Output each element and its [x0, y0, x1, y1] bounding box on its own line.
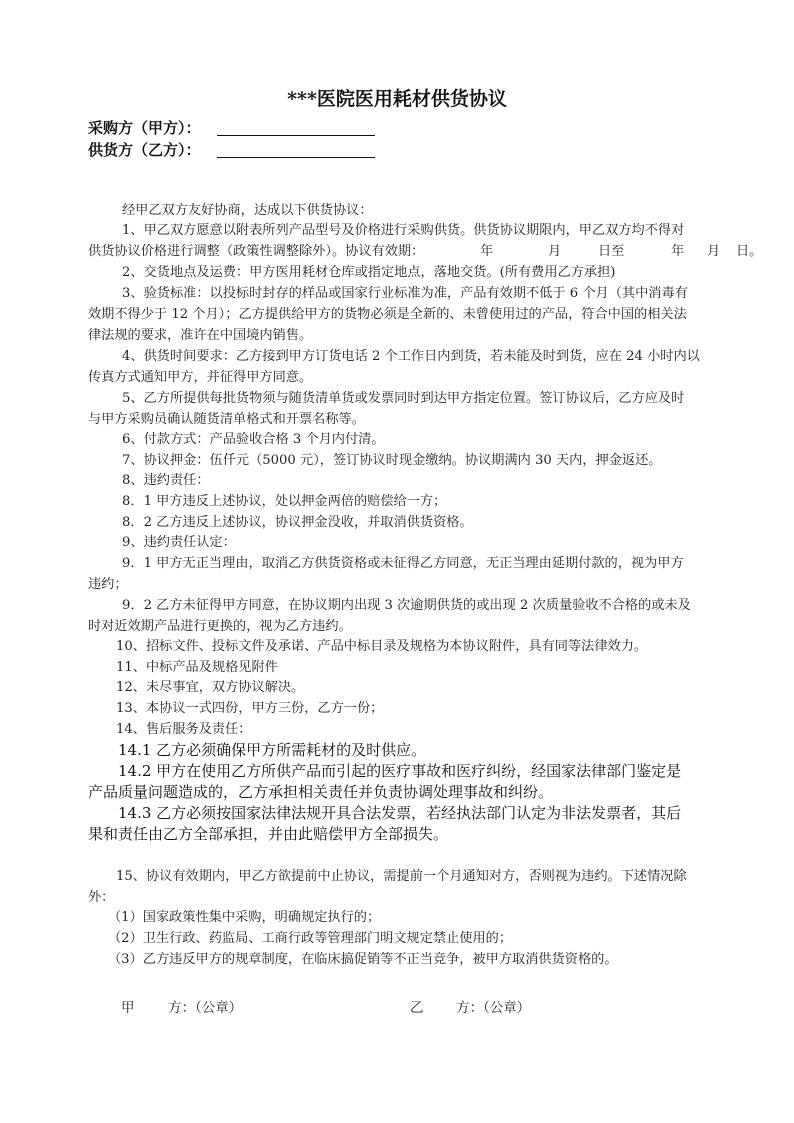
clause-3-line-1: 3、验货标准：以投标时封存的样品或国家行业标准为准，产品有效期不低于 6 个月（其中消毒有: [122, 286, 688, 301]
clause-12: 12、未尽事宜，双方协议解决。: [116, 680, 305, 695]
clause-14-2-line-1: 14.2 甲方在使用乙方所供产品而引起的医疗事故和医疗纠纷，经国家法律部门鉴定是: [118, 762, 682, 780]
month-start: 月: [548, 244, 562, 259]
clause-13: 13、本协议一式四份，甲方三份，乙方一份；: [116, 701, 384, 716]
clause-14: 14、售后服务及责任：: [116, 722, 252, 737]
buyer-label: 采购方（甲方）：: [88, 119, 201, 137]
clause-9: 9、违约责任认定：: [122, 535, 236, 550]
clause-1-validity-text: 供货协议价格进行调整（政策性调整除外）。协议有效期：: [88, 244, 425, 259]
clause-9-1-line-2: 违约；: [88, 577, 128, 592]
clause-9-2-line-1: 9．2 乙方未征得甲方同意，在协议期内出现 3 次逾期供货的或出现 2 次质量验收不合格的或未及: [122, 598, 691, 613]
clause-1-line-2: [88, 244, 763, 260]
clause-8-2: 8．2 乙方违反上述协议，协议押金没收，并取消供货资格。: [122, 515, 473, 530]
clause-14-3-line-2: 果和责任由乙方全部承担，并由此赔偿甲方全部损失。: [88, 825, 449, 843]
clause-3-line-2: 效期不得少于 12 个月）；乙方提供给甲方的货物必须是全新的、未曾使用过的产品，符合中国的相关法: [88, 307, 687, 322]
day-start-to: 日至: [598, 244, 625, 259]
day-end: 日。: [736, 244, 763, 259]
year-start: 年: [480, 244, 494, 259]
month-end: 月: [707, 244, 721, 259]
party-a-signature-char: 甲: [121, 1000, 135, 1016]
clause-5-line-1: 5、乙方所提供每批货物须与随货清单货或发票同时到达甲方指定位置。签订协议后，乙方应及时: [122, 391, 685, 406]
intro-text: 经甲乙双方友好协商，达成以下供货协议：: [122, 203, 373, 218]
clause-15-item-1: （1）国家政策性集中采购，明确规定执行的；: [108, 910, 381, 925]
clause-15-item-2: （2）卫生行政、药监局、工商行政等管理部门明文规定禁止使用的；: [108, 931, 513, 946]
supplier-label: 供货方（乙方）：: [88, 141, 201, 159]
clause-8-1: 8．1 甲方违反上述协议，处以押金两倍的赔偿给一方；: [122, 494, 447, 509]
clause-6: 6、付款方式：产品验收合格 3 个月内付清。: [122, 432, 385, 447]
clause-9-2-line-2: 时对近效期产品进行更换的，视为乙方违约。: [88, 619, 352, 634]
clause-11: 11、中标产品及规格见附件: [116, 660, 278, 675]
clause-14-2-line-2: 产品质量问题造成的，乙方承担相关责任并负责协调处理事故和纠纷。: [88, 783, 554, 801]
party-a-seal-label[interactable]: 方：（公章）: [168, 1000, 243, 1016]
clause-7: 7、协议押金：伍仟元（5000 元），签订协议时现金缴纳。协议期满内 30 天内，押金返还。: [122, 453, 662, 468]
clause-15-line-2: 外：: [88, 890, 115, 905]
clause-15-item-3: （3）乙方违反甲方的规章制度，在临床搞促销等不正当竞争，被甲方取消供货资格的。: [108, 952, 618, 967]
clause-8: 8、违约责任：: [122, 473, 210, 488]
document-title: ***医院医用耗材供货协议: [287, 88, 507, 110]
clause-4-line-2: 传真方式通知甲方，并征得甲方同意。: [88, 370, 313, 385]
clause-2: 2、交货地点及运费：甲方医用耗材仓库或指定地点，落地交货。(所有费用乙方承担): [122, 265, 616, 280]
clause-4-line-1: 4、供货时间要求：乙方接到甲方订货电话 2 个工作日内到货，若未能及时到货，应在 24 小时内以: [122, 349, 700, 364]
party-b-signature-char: 乙: [410, 1000, 424, 1016]
supplier-name-blank[interactable]: [217, 157, 375, 158]
clause-14-3-line-1: 14.3 乙方必须按国家法律法规开具合法发票，若经执法部门认定为非法发票者，其后: [118, 804, 682, 822]
clause-9-1-line-1: 9．1 甲方无正当理由，取消乙方供货资格或未征得乙方同意，无正当理由延期付款的，视为甲方: [122, 556, 684, 571]
party-b-seal-label[interactable]: 方：（公章）: [456, 1000, 531, 1016]
clause-3-line-3: 律法规的要求，准许在中国境内销售。: [88, 328, 313, 343]
clause-10: 10、招标文件、投标文件及承诺、产品中标目录及规格为本协议附件，具有同等法律效力。: [116, 639, 648, 654]
year-end: 年: [671, 244, 685, 259]
clause-1-line-1: 1、甲乙双方愿意以附表所列产品型号及价格进行采购供货。供货协议期限内，甲乙双方均不得对: [122, 223, 685, 238]
buyer-name-blank[interactable]: [217, 135, 375, 136]
clause-14-1: 14.1 乙方必须确保甲方所需耗材的及时供应。: [118, 741, 427, 759]
clause-15-line-1: 15、协议有效期内，甲乙方欲提前中止协议，需提前一个月通知对方，否则视为违约。下述情况除: [116, 869, 687, 884]
clause-5-line-2: 与甲方采购员确认随货清单格式和开票名称等。: [88, 412, 365, 427]
